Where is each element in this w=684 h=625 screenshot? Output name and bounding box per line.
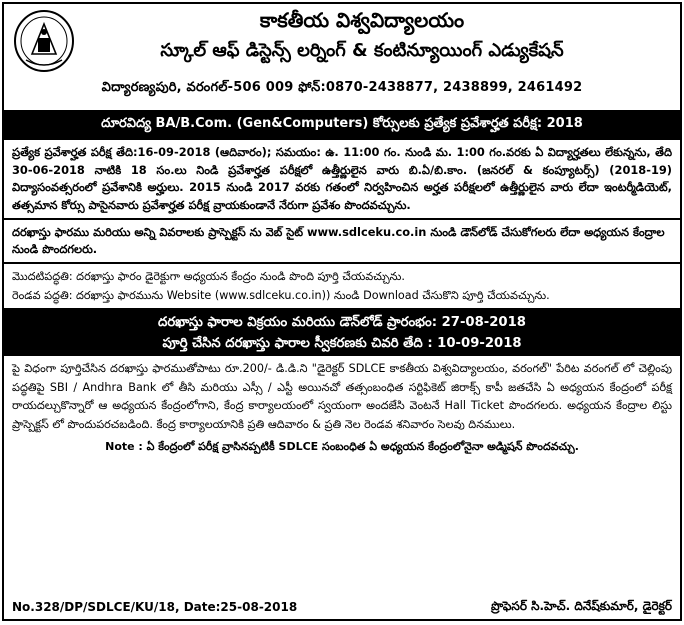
important-dates	[4, 310, 680, 356]
address-line: విద్యారణ్యపురి, వరంగల్-506 009 ఫోన్:0870-2438877, 2438899, 2461492	[101, 80, 583, 95]
application-methods	[4, 264, 680, 310]
note-line: Note : ఏ కేంద్రంలో పరీక్ష వ్రాసినప్పటికీ SDLCE సంబంధిత ఏ అధ్యయన కేంద్రంలోనైనా అడ్మిషన్ పొందవచ్చు.	[105, 440, 579, 453]
website-paragraph: దరఖాస్తు ఫారము మరియు అన్ని వివరాలకు ప్రాస్పెక్టస్ ను వెబ్ సైట్ www.sdlceku.co.in నుండి డౌన్‌లోడ్ చేసుకోగలరు లేదా అధ్యయన కేంద్రాల నుండి పొందగలరు.	[4, 220, 680, 264]
last-date: పూర్తి చేసిన దరఖాస్తు ఫారాల స్వీకరణకు చివరి తేది : 10-09-2018	[162, 336, 522, 351]
fee-paragraph: పై విధంగా పూర్తిచేసిన దరఖాస్తు ఫారముతోపాటు రూ.200/- డి.డి.ని "డైరెక్టర్ SDLCE కాకతీయ విశ్వవిద్యాలయం, వరంగల్" పేరిట వరంగల్ లో చెల్లింపు పద్ధతిపై SBI / Andhra Bank లో తీసి మరియు ఎస్సీ / ఎస్టీ అయినచో తత్సంబంధిత సర్టిఫికెట్ జిరాక్స్ కాపీ జతచేసి ఏ అధ్యయన కేంద్రంలో పరీక్ష రాయదల్చుకొన్నారో ఆ అధ్యయన కేంద్రంలోగాని, కేంద్ర కార్యాలయంలో స్వయంగా అందజేసి వెంటనే Hall Ticket పొందగలరు. అధ్యయన కేంద్రాల లిస్టు ప్రాస్పెక్టస్ లో పొందుపరచబడింది. కేంద్ర కార్యాలయానికి ప్రతి ఆదివారం & ప్రతి నెల రెండవ శనివారం సెలవు దినములు.	[12, 362, 672, 431]
university-name: కాకతీయ విశ్వవిద్యాలయం	[259, 8, 465, 32]
signatory: ప్రొఫెసర్ సి.హెచ్. దినేష్‌కుమార్, డైరెక్టర్	[490, 598, 672, 613]
school-name: స్కూల్ ఆఫ్ డిస్టెన్స్ లర్నింగ్ & కంటిన్యూయింగ్ ఎడ్యుకేషన్	[160, 40, 564, 61]
exam-details-paragraph: ప్రత్యేక ప్రవేశార్హత పరీక్ష తేది:16-09-2018 (ఆదివారం); సమయం: ఉ. 11:00 గం. నుండి మ. 1:00 గం.వరకు ఏ విద్యార్హతలు లేకున్నను, తేది 30-06-2018 నాటికి 18 సం.లు నిండి ప్రవేశార్హత పరీక్షలో ఉత్తీర్ణులైన వారు బి.ఏ/బి.కాం. (జనరల్ & కంప్యూటర్స్) (2018-19) విద్యాసంవత్సరంలో ప్రవేశానికి అర్హులు. 2015 నుండి 2017 వరకు గతంలో నిర్వహించిన అర్హత పరీక్షలలో ఉత్తీర్ణులైన వారు లేదా ఇంటర్మీడియెట్, తత్సమాన కోర్సు పాసైనవారు ప్రవేశార్హత పరీక్ష వ్రాయకుండానే నేరుగా ప్రవేశం పొందవచ్చును.	[4, 140, 680, 220]
notice-title: దూరవిద్య BA/B.Com. (Gen&Computers) కోర్సులకు ప్రత్యేక ప్రవేశార్హత పరీక్ష: 2018	[4, 112, 680, 140]
notice-footer	[4, 595, 680, 619]
sale-start-date: దరఖాస్తు ఫారాల విక్రయం మరియు డౌన్‌లోడ్ ప్రారంభం: 27-08-2018	[158, 315, 526, 330]
reference-number: No.328/DP/SDLCE/KU/18, Date:25-08-2018	[12, 600, 298, 614]
notice-header	[4, 4, 680, 112]
advertisement-notice	[2, 2, 682, 621]
method-two: రెండవ పద్ధతి: దరఖాస్తు ఫారమును Website (www.sdlceku.co.in)) నుండి Download చేసుకొని పూర్తి చేయవచ్చును.	[12, 289, 550, 302]
method-one: మొదటిపద్ధతి: దరఖాస్తు ఫారం డైరెక్టుగా అధ్యయన కేంద్రం నుండి పొంది పూర్తి చేయవచ్చును.	[12, 270, 405, 283]
